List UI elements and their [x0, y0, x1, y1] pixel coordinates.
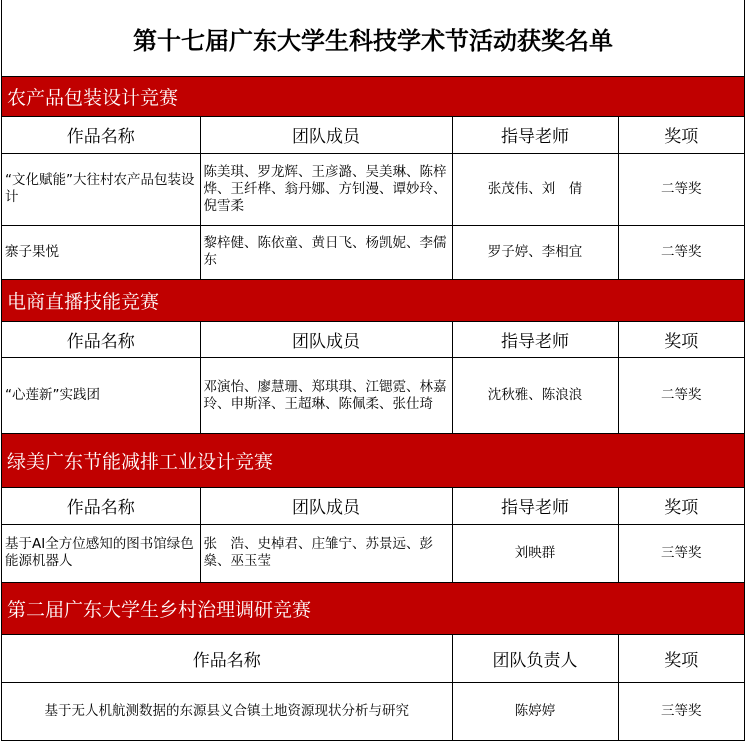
advisor: 沈秋雅、陈浪浪: [452, 358, 618, 434]
table-row: [2, 524, 744, 582]
award-level: 三等奖: [618, 683, 744, 741]
column-header: 奖项: [618, 117, 744, 153]
column-header: 指导老师: [452, 488, 618, 524]
table-header-row: [2, 117, 744, 153]
column-header: 作品名称: [2, 635, 452, 683]
team-members: 邓演怡、廖慧珊、郑琪琪、江锶霓、林嘉玲、申斯泽、王超琳、陈佩柔、张仕琦: [200, 358, 452, 434]
column-header: 指导老师: [452, 322, 618, 358]
team-members: 黎梓健、陈依童、黄日飞、杨凯妮、李儒东: [200, 225, 452, 279]
team-members: 陈美琪、罗龙辉、王彦潞、吴美琳、陈梓烨、王纤桦、翁丹娜、方钊漫、谭妙玲、倪雪柔: [200, 153, 452, 225]
award-table: [2, 117, 744, 280]
table-header-row: [2, 488, 744, 524]
team-members: 张 浩、史棹君、庄雏宁、苏景远、彭 燊、巫玉莹: [200, 524, 452, 582]
section-heading: 电商直播技能竞赛: [2, 280, 744, 322]
work-title: “文化赋能”大往村农产品包装设计: [2, 153, 200, 225]
page-title: 第十七届广东大学生科技学术节活动获奖名单: [2, 0, 744, 77]
award-list-page: [1, 0, 745, 741]
award-level: 二等奖: [618, 153, 744, 225]
column-header: 指导老师: [452, 117, 618, 153]
table-row: [2, 358, 744, 434]
award-table: [2, 488, 744, 583]
column-header: 奖项: [618, 322, 744, 358]
award-level: 二等奖: [618, 225, 744, 279]
award-table: [2, 322, 744, 435]
table-row: [2, 153, 744, 225]
section-heading: 绿美广东节能减排工业设计竞赛: [2, 434, 744, 488]
column-header: 团队成员: [200, 488, 452, 524]
advisor: 刘映群: [452, 524, 618, 582]
work-title: “心莲新”实践团: [2, 358, 200, 434]
advisor: 罗子婷、李相宜: [452, 225, 618, 279]
award-table: [2, 635, 744, 742]
team-leader: 陈婷婷: [452, 683, 618, 741]
column-header: 奖项: [618, 488, 744, 524]
column-header: 奖项: [618, 635, 744, 683]
table-row: [2, 683, 744, 741]
table-row: [2, 225, 744, 279]
column-header: 团队成员: [200, 322, 452, 358]
column-header: 团队成员: [200, 117, 452, 153]
work-title: 基于AI全方位感知的图书馆绿色能源机器人: [2, 524, 200, 582]
award-level: 三等奖: [618, 524, 744, 582]
column-header: 作品名称: [2, 488, 200, 524]
work-title: 寨子果悦: [2, 225, 200, 279]
table-header-row: [2, 635, 744, 683]
award-level: 二等奖: [618, 358, 744, 434]
section-heading: 农产品包装设计竞赛: [2, 77, 744, 117]
column-header: 作品名称: [2, 117, 200, 153]
table-header-row: [2, 322, 744, 358]
column-header: 团队负责人: [452, 635, 618, 683]
advisor: 张茂伟、刘 倩: [452, 153, 618, 225]
column-header: 作品名称: [2, 322, 200, 358]
section-heading: 第二届广东大学生乡村治理调研竞赛: [2, 583, 744, 635]
work-title: 基于无人机航测数据的东源县义合镇土地资源现状分析与研究: [2, 683, 452, 741]
